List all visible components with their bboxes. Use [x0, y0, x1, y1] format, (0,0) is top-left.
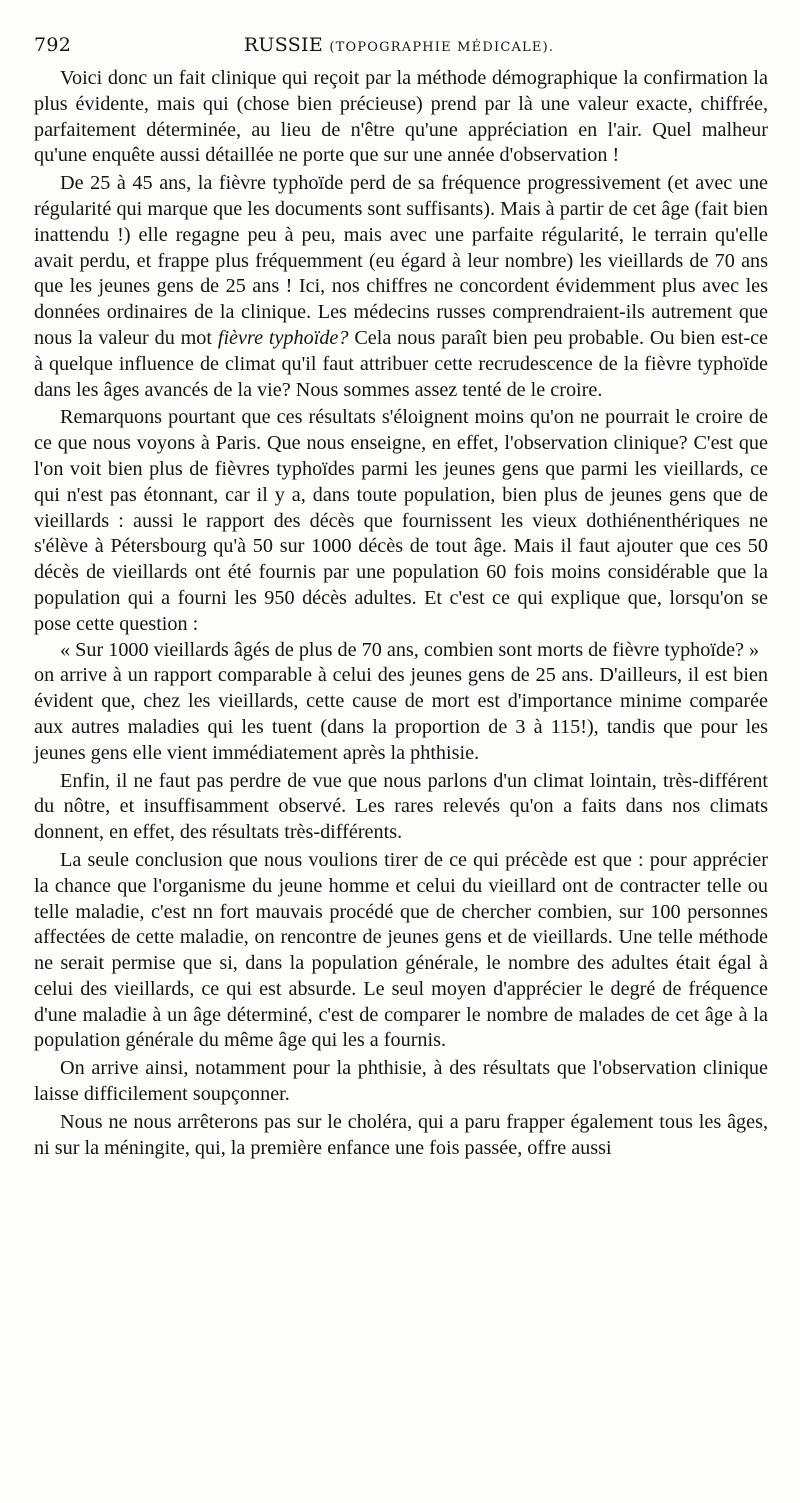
- paragraph: Nous ne nous arrêterons pas sur le choléra, qui a paru frapper également tous les âges, ni sur la méningite, qui, la première enfance une fois passée, offre aussi: [34, 1110, 768, 1159]
- paragraph: on arrive à un rapport comparable à celui des jeunes gens de 25 ans. D'ailleurs, il est bien évident que, chez les vieillards, cette cause de mort est d'importance minime comparée aux autres maladies qui les tuent (dans la proportion de 3 à 115!), tandis que pour les jeunes gens elle vient immédiatement après la phthisie.: [34, 664, 768, 764]
- paragraph: Enfin, il ne faut pas perdre de vue que nous parlons d'un climat lointain, très-différent du nôtre, et insuffisamment observé. Les rares relevés qu'on a faits dans nos climats donnent, en effet, des résultats très-différents.: [34, 769, 768, 844]
- running-title-subtitle: (TOPOGRAPHIE MÉDICALE).: [329, 40, 555, 55]
- paragraph: La seule conclusion que nous voulions tirer de ce qui précède est que : pour apprécier la chance que l'organisme du jeune homme et celui du vieillard ont de contracter telle ou telle maladie, c'est nn fort mauvais procédé que de chercher combien, sur 100 personnes affectées de cette maladie, on rencontre de jeunes gens et de vieillards. Une telle méthode ne serait permise que si, dans la population générale, le nombre des adultes était égal à celui des vieillards, ce qui est absurde. Le seul moyen d'apprécier le degré de fréquence d'une maladie à un âge déterminé, c'est de comparer le nombre de malades de cet âge à la population générale du même âge qui les a fournis.: [34, 848, 768, 1052]
- paragraph: Voici donc un fait clinique qui reçoit par la méthode démographique la confirmation la plus évidente, mais qui (chose bien précieuse) prend par là une valeur exacte, chiffrée, parfaitement déterminée, au lieu de n'être qu'une appréciation en l'air. Quel malheur qu'une enquête aussi détaillée ne porte que sur une année d'observation !: [34, 67, 768, 167]
- paragraph: Remarquons pourtant que ces résultats s'éloignent moins qu'on ne pourrait le croire de ce que nous voyons à Paris. Que nous enseigne, en effet, l'observation clinique? C'est que l'on voit bien plus de fièvres typhoïdes parmi les jeunes gens que parmi les vieillards, ce qui n'est pas étonnant, car il y a, dans toute population, bien plus de jeunes gens que de vieillards : aussi le rapport des décès que fournissent les vieux dothiénenthériques ne s'élève à Pétersbourg qu'à 50 sur 1000 décès de tout âge. Mais il faut ajouter que ces 50 décès de vieillards ont été fournis par une population 60 fois moins considérable que la population qui a fourni les 950 décès adultes. Et c'est ce qui explique que, lorsqu'on se pose cette question :: [34, 406, 768, 635]
- running-head: [34, 34, 764, 60]
- body-text: [34, 66, 768, 1161]
- paragraph-text: De 25 à 45 ans, la fièvre typhoïde perd de sa fréquence progressivement (et avec une régularité qui marque que les documents sont suffisants). Mais à partir de cet âge (fait bien inattendu !) elle regagne peu à peu, mais avec une parfaite régularité, le terrain qu'elle avait perdu, et frappe plus fréquemment (eu égard à leur nombre) les vieillards de 70 ans que les jeunes gens de 25 ans ! Ici, nos chiffres ne concordent évidemment plus avec les données ordinaires de la clinique. Les médecins russes comprendraient-ils autrement que nous la valeur du mot: [34, 172, 768, 349]
- paragraph: On arrive ainsi, notamment pour la phthisie, à des résultats que l'observation clinique laisse difficilement soupçonner.: [34, 1057, 768, 1106]
- quotation: « Sur 1000 vieillards âgés de plus de 70 ans, combien sont morts de fièvre typhoïde? »: [60, 638, 760, 661]
- running-title: [34, 34, 764, 56]
- italic-term: fièvre typhoïde?: [217, 326, 349, 349]
- paragraph: [34, 171, 768, 403]
- running-title-main: RUSSIE: [243, 34, 324, 56]
- page-number: 792: [34, 34, 72, 56]
- paragraph-text: Cela nous paraît bien peu probable. Ou bien est-ce à quelque influence de climat qu'il faut attribuer cette recrudescence de la fièvre typhoïde dans les âges avancés de la vie? Nous sommes assez tenté de le croire.: [34, 326, 769, 401]
